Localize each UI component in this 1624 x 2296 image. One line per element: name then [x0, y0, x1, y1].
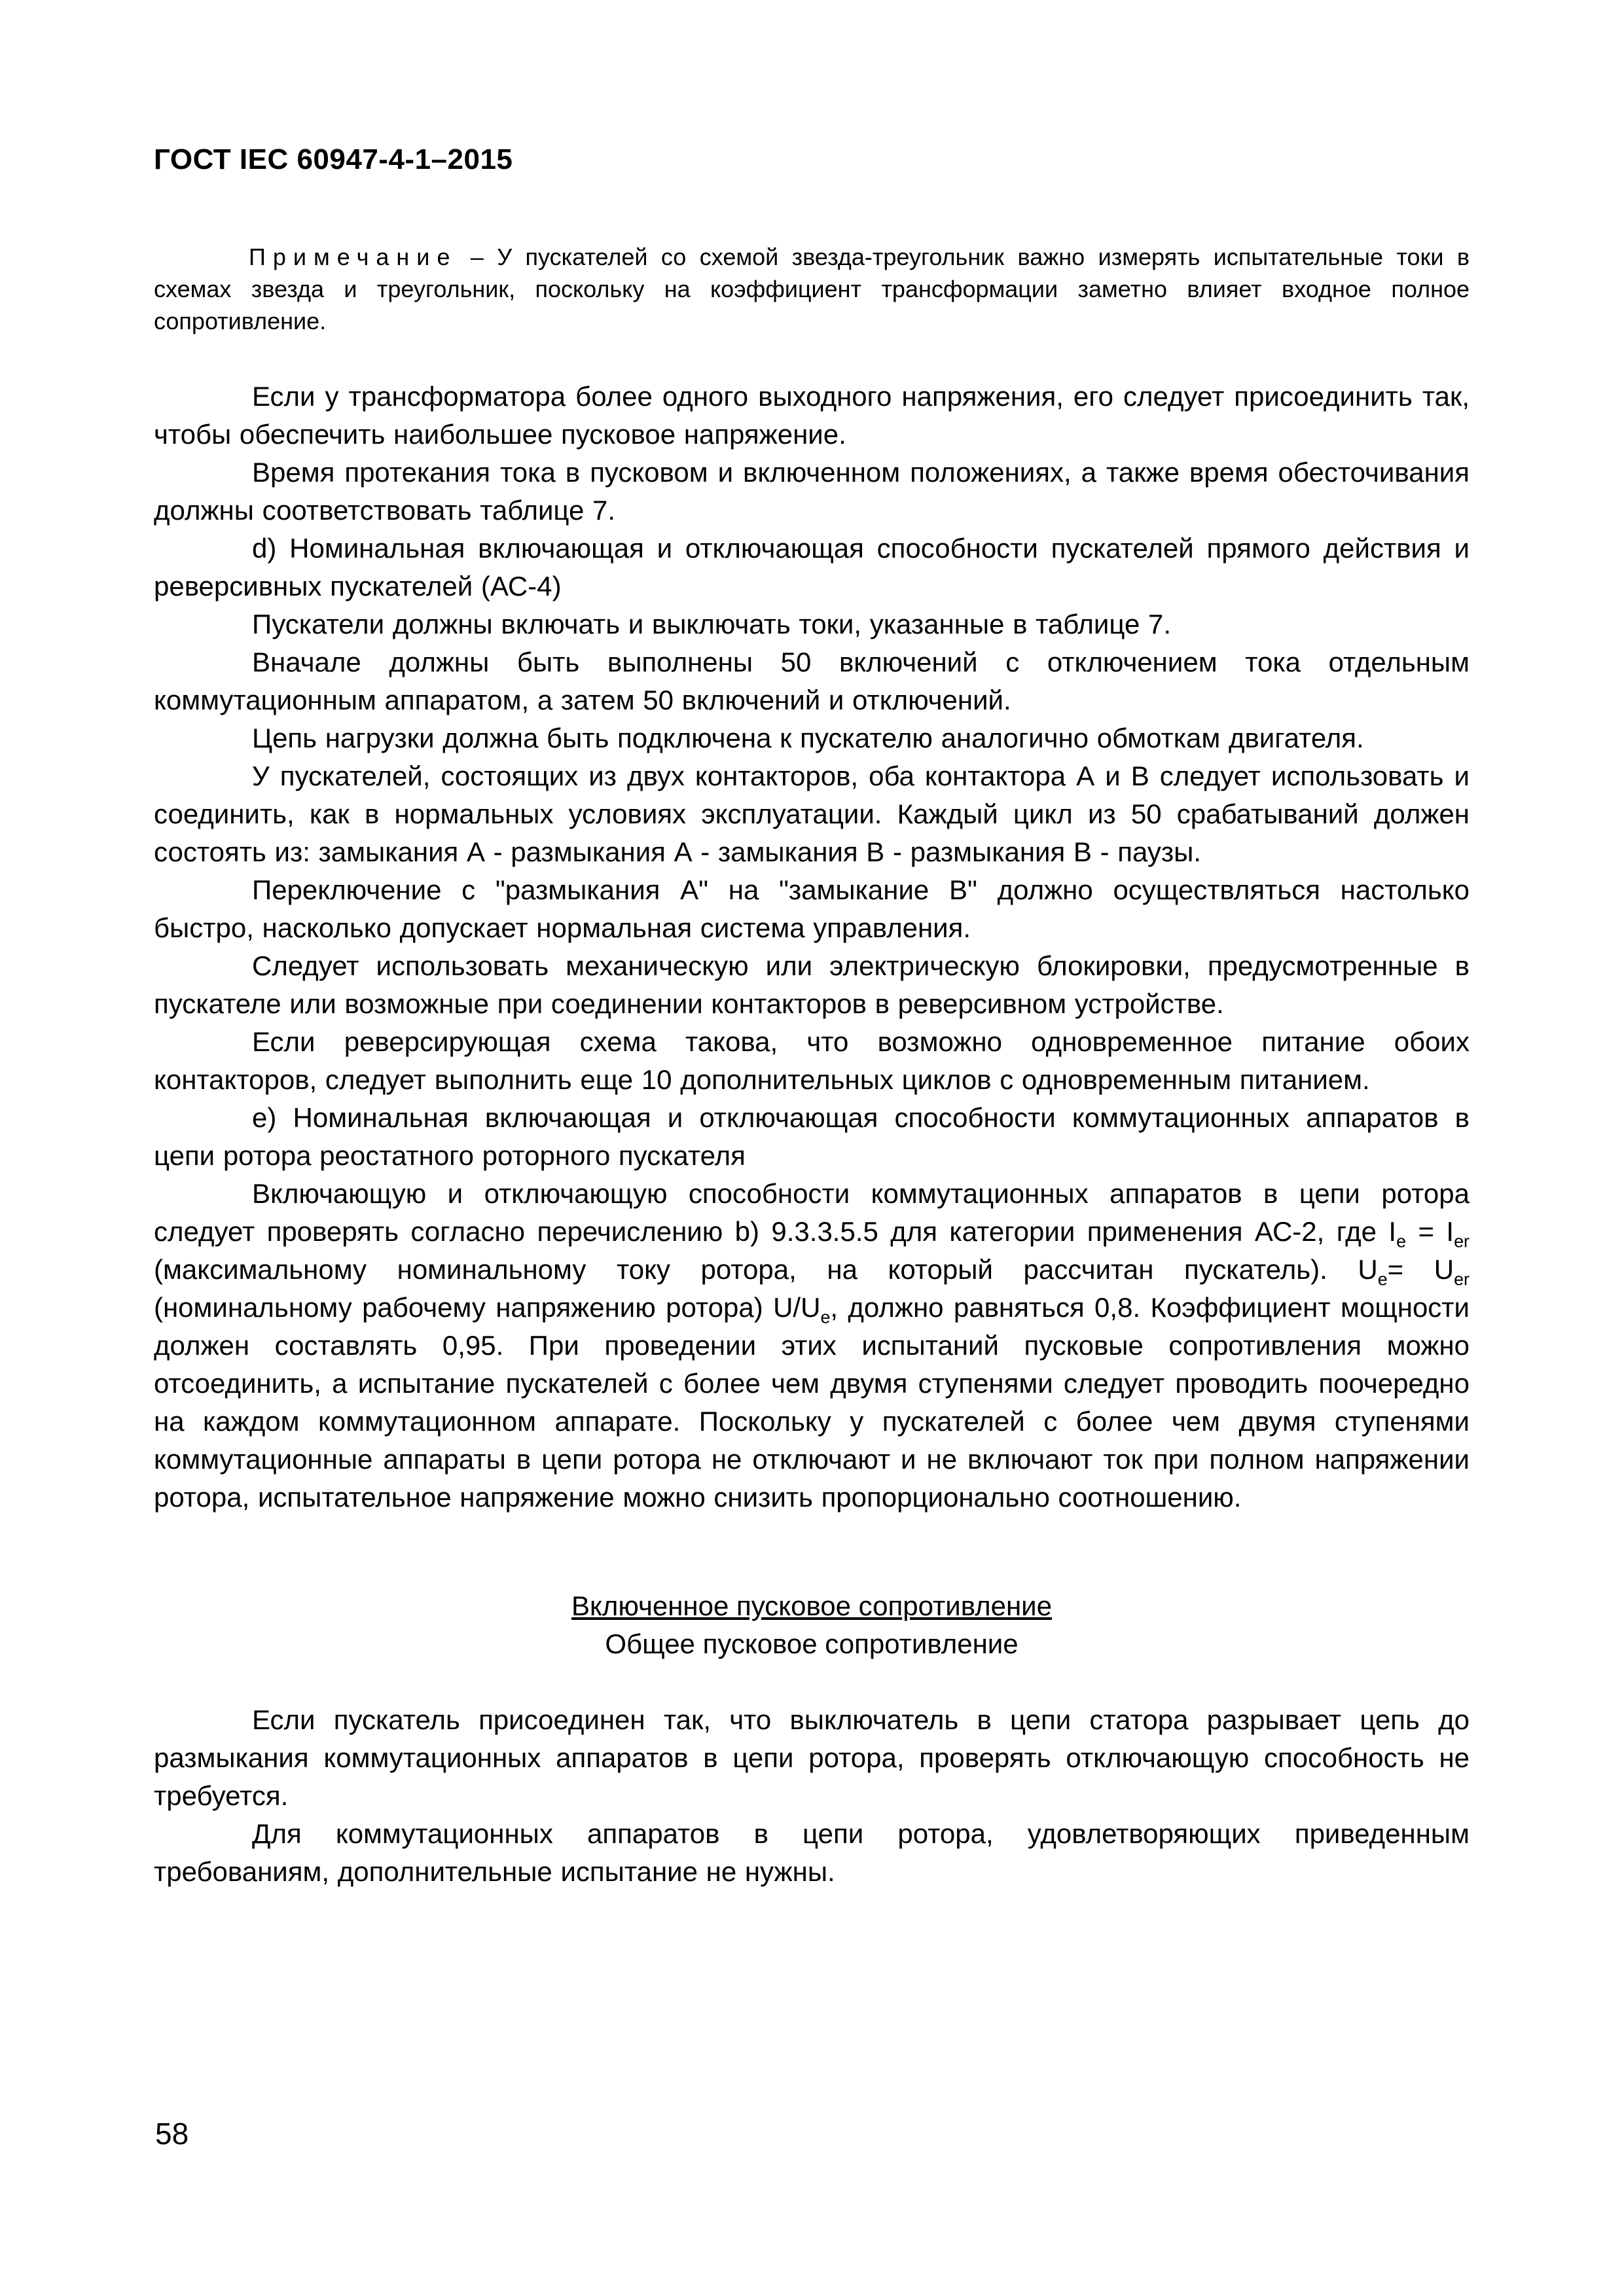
- note-paragraph: Примечание – У пускателей со схемой звезда-треугольник важно измерять испытательные токи в схемах звезда и треугольник, поскольку на коэффициент трансформации заметно влияет входное полное сопротивление.: [154, 243, 1470, 334]
- body-paragraph: Если у трансформатора более одного выходного напряжения, его следует присоединить так, чтобы обеспечить наибольшее пусковое напряжение.: [154, 381, 1470, 450]
- subsection-headings: [154, 1587, 1470, 1663]
- body-paragraph: Пускатели должны включать и выключать токи, указанные в таблице 7.: [252, 609, 1172, 639]
- list-item-e-paragraph: e) Номинальная включающая и отключающая способности коммутационных аппаратов в цепи ротора реостатного роторного пускателя: [154, 1102, 1470, 1171]
- body-paragraph: У пускателей, состоящих из двух контакторов, оба контактора А и В следует использовать и соединить, как в нормальных условиях эксплуатации. Каждый цикл из 50 срабатываний должен состоять из: замыкания А - размыкания А - замыкания В - размыкания В - паузы.: [154, 761, 1470, 867]
- body-paragraph: Переключение с "размыкания А" на "замыкание В" должно осуществляться настолько быстро, насколько допускает нормальная система управления.: [154, 874, 1470, 943]
- text-column: [154, 143, 1470, 1891]
- body-paragraph: Следует использовать механическую или электрическую блокировки, предусмотренные в пускателе или возможные при соединении контакторов в реверсивном устройстве.: [154, 950, 1470, 1019]
- subsection-heading-total-starting-resistance: Общее пусковое сопротивление: [605, 1628, 1019, 1659]
- body-paragraph-with-formulas: Включающую и отключающую способности коммутационных аппаратов в цепи ротора следует проверять согласно перечислению b) 9.3.3.5.5 для категории применения АС-2, где $I_e = I_{er}$ (максимальному номинальному току ротора, на который рассчитан пускатель). $U_e= U_{er}$ (номинальному рабочему напряжению ротора) $U/U_e$, должно равняться 0,8. Коэффициент мощности должен составлять 0,95. При проведении этих испытаний пусковые сопротивления можно отсоединить, а испытание пускателей с более чем двумя ступенями следует проводить поочередно на каждом коммутационном аппарате. Поскольку у пускателей с более чем двумя ступенями коммутационные аппараты в цепи ротора не отключают и не включают ток при полном напряжении ротора, испытательное напряжение можно снизить пропорционально соотношению.: [154, 1178, 1470, 1513]
- closing-paragraphs: [154, 1701, 1470, 1891]
- body-paragraph: Если пускатель присоединен так, что выключатель в цепи статора разрывает цепь до размыкания коммутационных аппаратов в цепи ротора, проверять отключающую способность не требуется.: [154, 1704, 1470, 1811]
- body-paragraph: Для коммутационных аппаратов в цепи ротора, удовлетворяющих приведенным требованиям, дополнительные испытание не нужны.: [154, 1818, 1470, 1887]
- running-header-standard-designation: ГОСТ IEC 60947-4-1–2015: [154, 143, 513, 175]
- body-paragraph: Вначале должны быть выполнены 50 включений с отключением тока отдельным коммутационным аппаратом, а затем 50 включений и отключений.: [154, 647, 1470, 715]
- body-paragraph: Цепь нагрузки должна быть подключена к пускателю аналогично обмоткам двигателя.: [252, 723, 1364, 753]
- page-number: 58: [155, 2117, 189, 2151]
- body-paragraph: Если реверсирующая схема такова, что возможно одновременное питание обоих контакторов, следует выполнить еще 10 дополнительных циклов с одновременным питанием.: [154, 1026, 1470, 1095]
- subsection-heading-included-starting-resistance: Включенное пусковое сопротивление: [571, 1590, 1052, 1621]
- list-item-d-paragraph: d) Номинальная включающая и отключающая способности пускателей прямого действия и реверсивных пускателей (АС-4): [154, 533, 1470, 601]
- body-paragraph: Время протекания тока в пусковом и включенном положениях, а также время обесточивания должны соответствовать таблице 7.: [154, 457, 1470, 526]
